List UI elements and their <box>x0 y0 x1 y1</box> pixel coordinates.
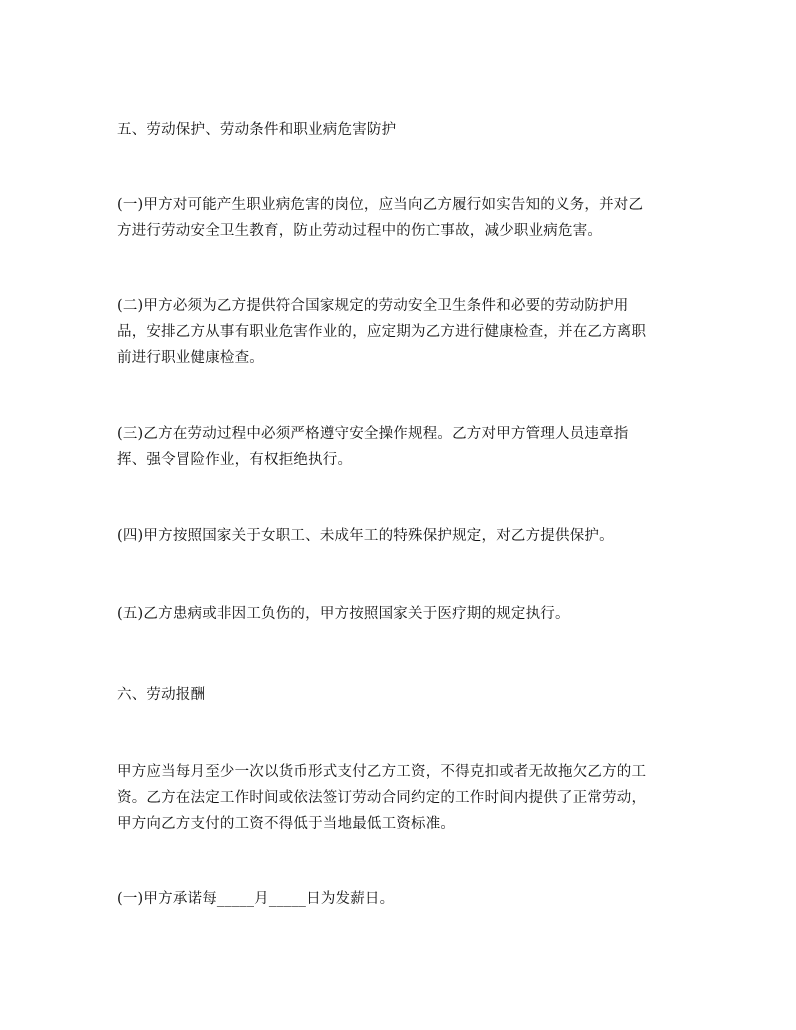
section-5-paragraph-3: (三)乙方在劳动过程中必须严格遵守安全操作规程。乙方对甲方管理人员违章指 挥、强令冒险作业，有权拒绝执行。 <box>117 426 629 468</box>
section-5-heading: 五、劳动保护、劳动条件和职业病危害防护 <box>117 122 397 138</box>
section-6-paragraph-2: (一)甲方承诺每_____月_____日为发薪日。 <box>117 891 395 907</box>
section-6-paragraph-1: 甲方应当每月至少一次以货币形式支付乙方工资，不得克扣或者无故拖欠乙方的工 资。乙方在法定工作时间或依法签订劳动合同约定的工作时间内提供了正常劳动， 甲方向乙方支付的工资不得低于当地最低工资标准。 <box>117 764 647 832</box>
section-5-paragraph-2: (二)甲方必须为乙方提供符合国家规定的劳动安全卫生条件和必要的劳动防护用 品，安排乙方从事有职业危害作业的，应定期为乙方进行健康检查，并在乙方离职 前进行职业健康检查。 <box>117 298 647 366</box>
section-6-heading: 六、劳动报酬 <box>117 687 206 703</box>
section-5-paragraph-4: (四)甲方按照国家关于女职工、未成年工的特殊保护规定，对乙方提供保护。 <box>117 528 614 544</box>
section-5-paragraph-1: (一)甲方对可能产生职业病危害的岗位，应当向乙方履行如实告知的义务，并对乙 方进行劳动安全卫生教育，防止劳动过程中的伤亡事故，减少职业病危害。 <box>117 197 644 239</box>
section-5-paragraph-5: (五)乙方患病或非因工负伤的，甲方按照国家关于医疗期的规定执行。 <box>117 606 570 622</box>
